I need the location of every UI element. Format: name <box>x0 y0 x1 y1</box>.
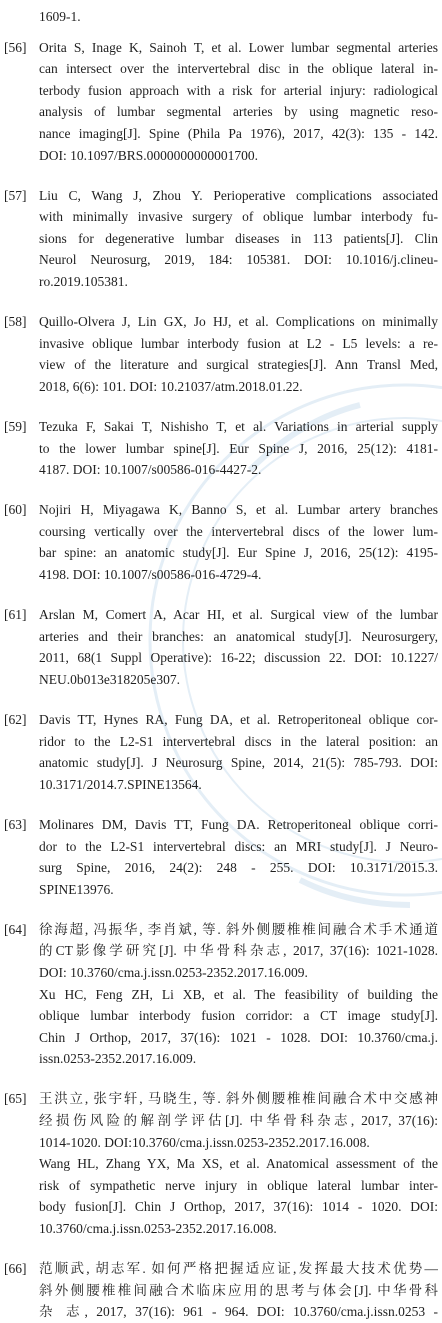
reference-line: ridor to the L2-S1 intervertebral discs in the lateral position: an <box>39 733 438 749</box>
reference-line: Liu C, Wang J, Zhou Y. Perioperative complications associated <box>39 187 438 203</box>
reference-line: Quillo-Olvera J, Lin GX, Jo HJ, et al. Complications on minimally <box>39 314 438 330</box>
reference-line: sions for degenerative lumbar diseases in 113 patients[J]. Clin <box>39 230 438 246</box>
reference-line: 4187. DOI: 10.1007/s00586-016-4427-2. <box>39 462 262 478</box>
reference-body <box>39 1258 438 1323</box>
reference-part-english <box>39 1153 438 1239</box>
reference-body <box>39 37 438 167</box>
reference-entry-58 <box>0 311 442 397</box>
reference-line: with minimally invasive surgery of oblique lumbar interbody fu- <box>39 209 438 225</box>
reference-line: Orita S, Inage K, Sainoh T, et al. Lower lumbar segmental arteries <box>39 39 438 55</box>
reference-line: view of the literature and surgical strategies[J]. Ann Transl Med, <box>39 357 438 373</box>
reference-body <box>39 499 438 585</box>
reference-line: Xu HC, Feng ZH, Li XB, et al. The feasibility of building the <box>39 986 438 1002</box>
reference-line: Davis TT, Hynes RA, Fung DA, et al. Retroperitoneal oblique cor- <box>39 712 438 728</box>
reference-label: [56] <box>4 39 27 55</box>
reference-line: surg Spine, 2016, 24(2): 248 - 255. DOI: 10.3171/2015.3. <box>39 860 438 876</box>
reference-body <box>39 311 438 397</box>
reference-label: [60] <box>4 502 27 518</box>
reference-entry-65 <box>0 1088 442 1239</box>
reference-line: bar spine: an anatomic study[J]. Eur Spine J, 2016, 25(12): 4195- <box>39 545 438 561</box>
reference-line: 2011, 68(1 Suppl Operative): 16-22; discussion 22. DOI: 10.1227/ <box>39 650 438 666</box>
reference-line: issn.0253-2352.2017.16.009. <box>39 1051 197 1067</box>
reference-body <box>39 604 438 690</box>
reference-label: [63] <box>4 816 27 832</box>
reference-line: invasive oblique lumbar interbody fusion at L2 - L5 levels: a re- <box>39 335 438 351</box>
reference-label: [57] <box>4 187 27 203</box>
reference-line: arteries and their branches: an anatomical study[J]. Neurosurgery, <box>39 628 438 644</box>
reference-line: Neurol Neurosurg, 2019, 184: 105381. DOI: 10.1016/j.clineu- <box>39 252 438 268</box>
reference-line: SPINE13976. <box>39 881 114 897</box>
reference-body <box>39 814 438 900</box>
reference-label: [59] <box>4 419 27 434</box>
reference-label: [62] <box>4 712 27 728</box>
reference-part-english <box>39 984 438 1070</box>
reference-body <box>39 1088 438 1239</box>
reference-label: [65] <box>4 1091 27 1107</box>
reference-line: Chin J Orthop, 2017, 37(16): 1021 - 1028. DOI: 10.3760/cma.j. <box>39 1029 438 1045</box>
reference-line: nance imaging[J]. Spine (Phila Pa 1976), 2017, 42(3): 135 - 142. <box>39 125 438 141</box>
reference-line: Molinares DM, Davis TT, Fung DA. Retroperitoneal oblique corri- <box>39 816 438 832</box>
reference-line: 范顺武, 胡志军. 如何严格把握适应证,发挥最大技术优势— <box>39 1261 438 1277</box>
reference-line: oblique lumbar interbody fusion corridor: a CT image study[J]. <box>39 1008 438 1024</box>
reference-line: coursing vertically over the intervertebral discs of the lower lum- <box>39 523 438 539</box>
reference-line: risk of sympathetic nerve injury in oblique lateral lumbar inter- <box>39 1177 438 1193</box>
reference-line: 1609-1. <box>39 9 81 24</box>
reference-entry-62 <box>0 709 442 795</box>
reference-label: [58] <box>4 314 27 330</box>
reference-line: Tezuka F, Sakai T, Nishisho T, et al. Variations in arterial supply <box>39 419 438 434</box>
reference-line: Arslan M, Comert A, Acar HI, et al. Surgical view of the lumbar <box>39 607 438 623</box>
reference-part-chinese <box>39 1088 438 1153</box>
reference-continuation <box>0 6 442 28</box>
reference-label: [61] <box>4 607 27 623</box>
reference-label: [64] <box>4 921 27 937</box>
reference-entry-66 <box>0 1258 442 1323</box>
reference-line: 4198. DOI: 10.1007/s00586-016-4729-4. <box>39 567 262 583</box>
reference-line: 10.3171/2014.7.SPINE13564. <box>39 776 202 792</box>
reference-body <box>39 709 438 795</box>
reference-line: 的CT影像学研究[J]. 中华骨科杂志, 2017, 37(16): 1021-1028. <box>39 943 438 959</box>
reference-line: Wang HL, Zhang YX, Ma XS, et al. Anatomical assessment of the <box>39 1156 438 1172</box>
reference-line: Nojiri H, Miyagawa K, Banno S, et al. Lumbar artery branches <box>39 502 438 518</box>
reference-line: 10.3760/cma.j.issn.0253-2352.2017.16.008. <box>39 1221 277 1236</box>
reference-label: [66] <box>4 1261 27 1277</box>
reference-part-chinese <box>39 919 438 984</box>
reference-line: body fusion[J]. Chin J Orthop, 2017, 37(16): 1014 - 1020. DOI: <box>39 1199 438 1215</box>
reference-entry-56 <box>0 37 442 167</box>
reference-entry-63 <box>0 814 442 900</box>
reference-line: analysis of lumbar segmental arteries by using magnetic reso- <box>39 104 438 120</box>
reference-line: 经损伤风险的解剖学评估[J]. 中华骨科杂志, 2017, 37(16): <box>39 1113 438 1129</box>
reference-entry-61 <box>0 604 442 690</box>
reference-line: 杂 志, 2017, 37(16): 961 - 964. DOI: 10.3760/cma.j.issn.0253 - <box>39 1304 438 1320</box>
reference-entry-60 <box>0 499 442 585</box>
reference-body <box>39 416 438 481</box>
reference-line: can intersect over the intervertebral disc in the oblique lateral in- <box>39 61 438 77</box>
reference-line: 斜外侧腰椎椎间融合术临床应用的思考与体会[J]. 中华骨科 <box>39 1282 438 1298</box>
reference-entry-57 <box>0 185 442 293</box>
reference-entry-59 <box>0 416 442 481</box>
reference-line: to the lower lumbar spine[J]. Eur Spine J, 2016, 25(12): 4181- <box>39 440 438 456</box>
reference-line: terbody fusion approach with a risk for arterial injury: radiological <box>39 82 438 98</box>
reference-body <box>39 185 438 293</box>
reference-line: 王洪立, 张宇轩, 马晓生, 等. 斜外侧腰椎椎间融合术中交感神 <box>39 1091 438 1107</box>
reference-line: DOI: 10.3760/cma.j.issn.0253-2352.2017.16.009. <box>39 964 308 980</box>
reference-line: 1014-1020. DOI:10.3760/cma.j.issn.0253-2352.2017.16.008. <box>39 1134 370 1150</box>
reference-line: ro.2019.105381. <box>39 274 128 290</box>
reference-entry-64 <box>0 919 442 1070</box>
reference-line: 徐海超, 冯振华, 李肖斌, 等. 斜外侧腰椎椎间融合术手术通道 <box>39 921 438 937</box>
reference-body <box>39 919 438 1070</box>
reference-line: dor to the L2-S1 intervertebral discs: an MRI study[J]. J Neuro- <box>39 838 438 854</box>
reference-line: NEU.0b013e318205e307. <box>39 671 180 687</box>
reference-line: 2018, 6(6): 101. DOI: 10.21037/atm.2018.01.22. <box>39 378 303 394</box>
reference-line: anatomic study[J]. J Neurosurg Spine, 2014, 21(5): 785-793. DOI: <box>39 755 438 771</box>
reference-line: DOI: 10.1097/BRS.0000000000001700. <box>39 147 259 163</box>
